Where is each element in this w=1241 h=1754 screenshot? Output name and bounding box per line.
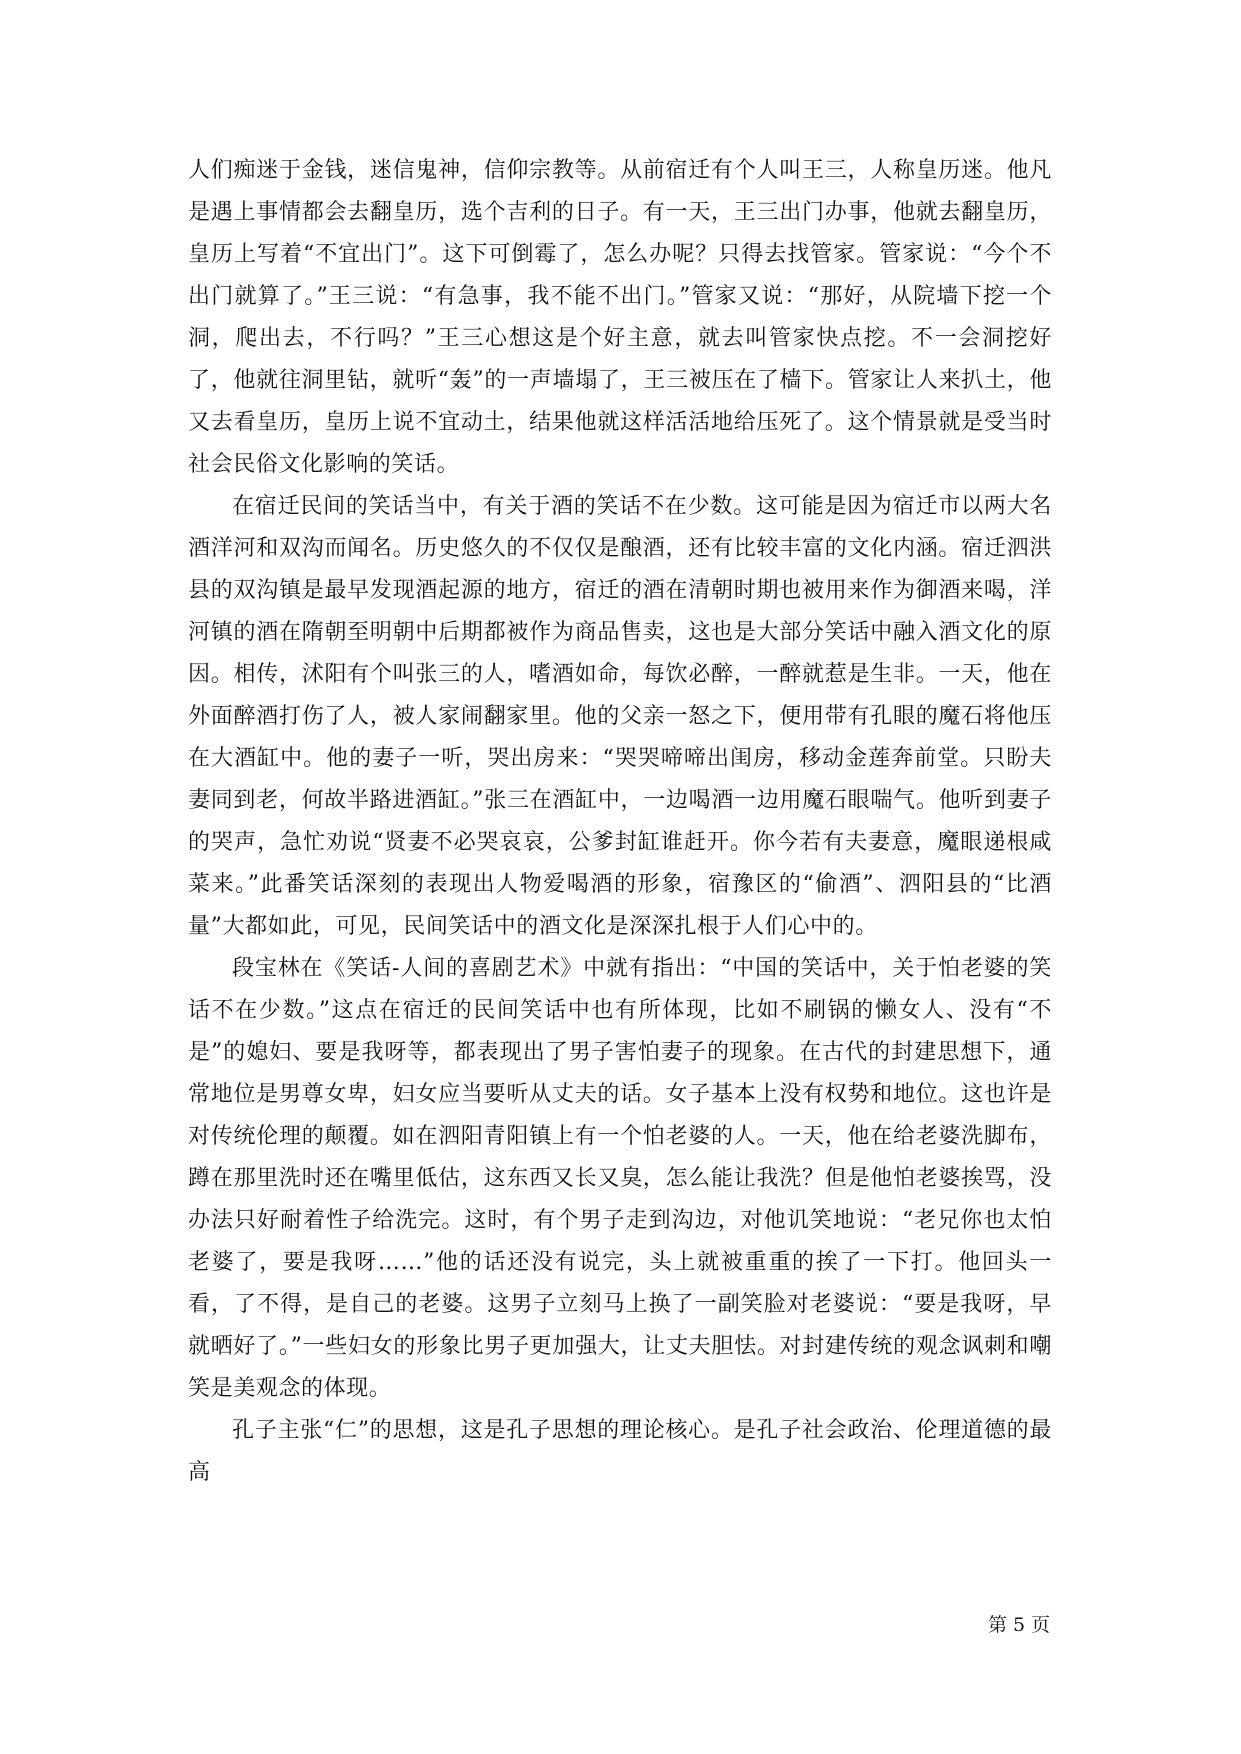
paragraph-continued: 人们痴迷于金钱，迷信鬼神，信仰宗教等。从前宿迁有个人叫王三，人称皇历迷。他凡是遇上事情都会去翻皇历，选个吉利的日子。有一天，王三出门办事，他就去翻皇历，皇历上写着“不宜出门”。这下可倒霉了，怎么办呢？只得去找管家。管家说：“今个不出门就算了。”王三说：“有急事，我不能不出门。”管家又说：“那好，从院墙下挖一个洞，爬出去，不行吗？”王三心想这是个好主意，就去叫管家快点挖。不一会洞挖好了，他就往洞里钻，就听“轰”的一声墙塌了，王三被压在了樯下。管家让人来扒土，他又去看皇历，皇历上说不宜动土，结果他就这样活活地给压死了。这个情景就是受当时社会民俗文化影响的笑话。 [188, 158, 1052, 477]
paragraph-wine-jokes: 在宿迁民间的笑话当中，有关于酒的笑话不在少数。这可能是因为宿迁市以两大名酒洋河和双沟而闻名。历史悠久的不仅仅是酿酒，还有比较丰富的文化内涵。宿迁泗洪县的双沟镇是最早发现酒起源的地方，宿迁的酒在清朝时期也被用来作为御酒来喝，洋河镇的酒在隋朝至明朝中后期都被作为商品售卖，这也是大部分笑话中融入酒文化的原因。相传，沭阳有个叫张三的人，嗜酒如命，每饮必醉，一醉就惹是生非。一天，他在外面醉酒打伤了人，被人家闹翻家里。他的父亲一怒之下，便用带有孔眼的魔石将他压在大酒缸中。他的妻子一听，哭出房来：“哭哭啼啼出闺房，移动金莲奔前堂。只盼夫妻同到老，何故半路进酒缸。”张三在酒缸中，一边喝酒一边用魔石眼喘气。他听到妻子的哭声，急忙劝说“贤妻不必哭哀哀，公爹封缸谁赶开。你今若有夫妻意，魔眼递根咸菜来。”此番笑话深刻的表现出人物爱喝酒的形象，宿豫区的“偷酒”、泗阳县的“比酒量”大都如此，可见，民间笑话中的酒文化是深深扎根于人们心中的。 [188, 494, 1052, 939]
page-body [188, 150, 1052, 1494]
page-number: 第 5 页 [988, 1614, 1051, 1636]
paragraph-confucius: 孔子主张“仁”的思想，这是孔子思想的理论核心。是孔子社会政治、伦理道德的最高 [188, 1418, 1052, 1485]
paragraph-henpecked-jokes: 段宝林在《笑话-人间的喜剧艺术》中就有指出：“中国的笑话中，关于怕老婆的笑话不在少数。”这点在宿迁的民间笑话中也有所体现，比如不刷锅的懒女人、没有“不是”的媳妇、要是我呀等，都表现出了男子害怕妻子的现象。在古代的封建思想下，通常地位是男尊女卑，妇女应当要听从丈夫的话。女子基本上没有权势和地位。这也许是对传统伦理的颠覆。如在泗阳青阳镇上有一个怕老婆的人。一天，他在给老婆洗脚布，蹲在那里洗时还在嘴里低估，这东西又长又臭，怎么能让我洗？但是他怕老婆挨骂，没办法只好耐着性子给洗完。这时，有个男子走到沟边，对他讥笑地说：“老兄你也太怕老婆了，要是我呀……”他的话还没有说完，头上就被重重的挨了一下打。他回头一看，了不得，是自己的老婆。这男子立刻马上换了一副笑脸对老婆说：“要是我呀，早就晒好了。”一些妇女的形象比男子更加强大，让丈夫胆怯。对封建传统的观念讽刺和嘲笑是美观念的体现。 [188, 956, 1052, 1401]
